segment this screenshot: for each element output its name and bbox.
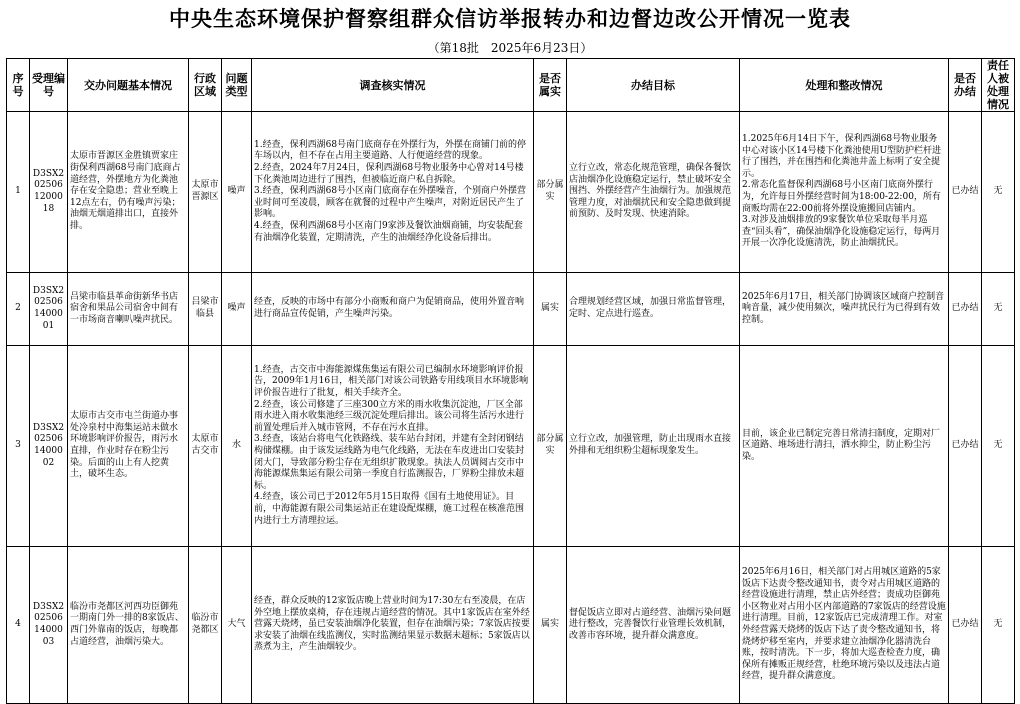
cell-id: D3SX2025061200018 [30,112,68,273]
header-problem: 交办问题基本情况 [68,59,189,112]
rectification-paragraph: 1.2025年6月14日下午，保利西湖68号物业服务中心对该小区14号楼下化粪池使用U型防护栏杆进行了围挡，并在围挡和化粪池井盖上标明了安全提示。 [742,134,942,179]
cell-region: 太原市晋源区 [189,112,222,273]
investigation-paragraph: 2.经查，2024年7月24日，保利西湖68号物业服务中心曾对14号楼下化粪池周边进行了围挡，但被临近商户私自拆除。 [254,163,524,185]
table-row [7,273,1015,346]
cell-seq: 2 [7,273,30,346]
cell-completed: 已办结 [949,346,982,547]
table-row [7,346,1015,547]
investigation-paragraph: 1.经查，保利西湖68号南门底商存在外摆行为，外摆在商铺门前的停车场以内，但不存在占用主要道路、人行便道经营的现象。 [254,139,527,162]
table-row [7,112,1015,273]
cell-region: 吕梁市临县 [189,273,222,346]
cell-investigation [252,346,534,547]
cell-accountability: 无 [982,547,1015,704]
header-region: 行政区域 [189,59,222,112]
cell-target: 立行立改，常态化规范管理，确保各餐饮店油烟净化设施稳定运行，禁止破坏安全围挡、外摆经营产生油烟行为。加强规范管理力度，对油烟扰民和安全隐患做到提前预防、及时发现、快速消除。 [567,112,740,273]
cell-type: 大气 [222,547,252,704]
cell-rectification [740,547,949,704]
rectification-paragraph: 2025年6月16日，相关部门对占用城区道路的5家饭店下达责令整改通知书，责令对占用城区道路的经营设施进行清理，禁止店外经营；责成功臣御苑小区物业对占用小区内部道路的7家饭店的经营设施进行清理。目前，12家饭店已完成清理工作。对室外经营露天烧烤的饭店下达了责令整改通知书，将烧烤炉移至室内，并要求建立油烟净化器清洗台账，按时清洗。下一步，将加大巡查检查力度，确保所有摊贩正规经营，杜绝环境污染以及违法占道经营，提升群众满意度。 [742,567,946,682]
investigation-paragraph: 3.经查，保利西湖68号小区南门底商存在外摆噪音，个别商户外摆营业时间可至凌晨，顾客在就餐的过程中产生噪声，对附近居民产生了影响。 [254,186,527,220]
cell-rectification [740,112,949,273]
cell-verified: 部分属实 [534,112,567,273]
header-type: 问题类型 [222,59,252,112]
investigation-paragraph: 2.经查，该公司修建了三座300立方米的雨水收集沉淀池，厂区全部雨水进入雨水收集池经三级沉淀处理后排出。该公司将生活污水进行前置处理后并入城市管网，不存在污水直排。 [254,399,525,433]
document-title: 中央生态环境保护督察组群众信访举报转办和边督边改公开情况一览表 [169,6,851,31]
cell-verified: 部分属实 [534,346,567,547]
header-id: 受理编号 [30,59,68,112]
cell-target: 合理规划经营区域，加强日常监督管理，定时、定点进行巡查。 [567,273,740,346]
cell-problem: 太原市晋源区金胜镇贾家庄街保利西湖68号南门底商占道经营，外摆地方为化粪池存在安全隐患；营业至晚上12点左右，仍有噪声污染；油烟无烟道排出口，直接外排。 [68,112,189,273]
cell-accountability: 无 [982,112,1015,273]
cell-verified: 属实 [534,273,567,346]
cell-rectification [740,346,949,547]
cell-verified: 属实 [534,547,567,704]
investigation-paragraph: 经查，群众反映的12家饭店晚上营业时间为17:30左右至凌晨，在店外空地上摆放桌椅，存在违规占道经营的情况。其中1家饭店在室外经营露天烧烤，虽已安装油烟净化装置，但存在油烟污染；7家饭店按要求安装了油烟在线监测仪，实时监测结果显示数据未超标；5家饭店以蒸煮为主，产生油烟较少。 [254,596,530,653]
cell-rectification [740,273,949,346]
cell-seq: 4 [7,547,30,704]
investigation-paragraph: 4.经查，该公司已于2012年5月15日取得《国有土地使用证》。目前，中海能源有限公司集运站正在建设配煤棚，施工过程在核准范围内进行土方清理拉运。 [254,492,525,526]
cell-investigation [252,547,534,704]
investigation-paragraph: 经查，反映的市场中有部分小商贩和商户为促销商品，使用外置音响进行商品宣传促销，产生噪声污染。 [254,297,525,319]
document-subtitle: （第18批 2025年6月23日） [427,41,593,55]
cell-completed: 已办结 [949,273,982,346]
cell-accountability: 无 [982,273,1015,346]
header-completed: 是否办结 [949,59,982,112]
cell-id: D3SX2025061400003 [30,547,68,704]
investigation-paragraph: 4.经查，保利西湖68号小区南门9家涉及餐饮油烟商铺，均安装配套有油烟净化装置，定期清洗，产生的油烟经净化设备后排出。 [254,220,523,243]
cell-investigation [252,112,534,273]
cell-type: 水 [222,346,252,547]
cell-accountability: 无 [982,346,1015,547]
header-investigation: 调查核实情况 [252,59,534,112]
cell-id: D3SX2025061400001 [30,273,68,346]
investigation-paragraph: 1.经查，古交市中海能源煤焦集运有限公司已编制水环境影响评价报告，2009年1月16日，相关部门对该公司铁路专用线项目水环境影响评价报告进行了批复，相关手续齐全。 [254,364,529,399]
cell-problem: 太原市古交市屯兰街道办事处冷泉村中海集运站未做水环境影响评价报告，雨污水直排，作业时存在粉尘污染。后面的山上有人挖黄土，破坏生态。 [68,346,189,547]
header-target: 办结目标 [567,59,740,112]
cell-seq: 3 [7,346,30,547]
cell-target: 立行立改，加强管理，防止出现雨水直接外排和无组织粉尘超标现象发生。 [567,346,740,547]
cell-seq: 1 [7,112,30,273]
complaint-table [6,58,1015,704]
cell-id: D3SX2025061400002 [30,346,68,547]
cell-problem: 吕梁市临县革命街新华书店宿舍和果品公司宿舍中间有一市场商音喇叭噪声扰民。 [68,273,189,346]
header-seq: 序号 [7,59,30,112]
header-accountability: 责任人被处理情况 [982,59,1015,112]
cell-type: 噪声 [222,273,252,346]
cell-completed: 已办结 [949,547,982,704]
cell-completed: 已办结 [949,112,982,273]
rectification-paragraph: 目前，该企业已制定完善日常清扫制度，定期对厂区道路、堆场进行清扫，洒水抑尘，防止粉尘污染。 [742,428,941,462]
cell-problem: 临汾市尧都区河西功臣御苑一期南门外一排的8家饭店、西门外靠南的饭店，每晚都占道经营，油烟污染大。 [68,547,189,704]
investigation-paragraph: 3.经查，该站台将电气化铁路线、装车站台封闭，并建有全封闭钢结构储煤棚。由于该发运线路为电气化线路，无法在车皮进出口安装封闭大门，导致部分粉尘存在无组织扩散现象。执法人员调阅古交市中海能源煤焦集运有限公司第一季度自行监测报告，厂界粉尘排放未超标。 [254,434,525,491]
header-verified: 是否属实 [534,59,567,112]
cell-region: 太原市古交市 [189,346,222,547]
table-row [7,547,1015,704]
cell-investigation [252,273,534,346]
rectification-paragraph: 2025年6月17日，相关部门协调该区域商户控制音响音量，减少使用频次，噪声扰民行为已得到有效控制。 [742,291,945,325]
rectification-paragraph: 2.常态化监督保利西湖68号小区南门底商外摆行为，允许每日外摆经营时间为18:00-22:00，所有商贩均需在22:00前将外摆设施搬回店铺内。 [742,180,941,214]
header-rectification: 处理和整改情况 [740,59,949,112]
cell-region: 临汾市尧都区 [189,547,222,704]
cell-target: 督促饭店立即对占道经营、油烟污染问题进行整改，完善餐饮行业管理长效机制，改善市容环境，提升群众满意度。 [567,547,740,704]
table-header-row [7,59,1015,112]
rectification-paragraph: 3.对涉及油烟排放的9家餐饮单位采取每半月巡查“回头看”，确保油烟净化设施稳定运行，每两月开展一次净化设施清洗，防止油烟扰民。 [742,215,941,249]
cell-type: 噪声 [222,112,252,273]
